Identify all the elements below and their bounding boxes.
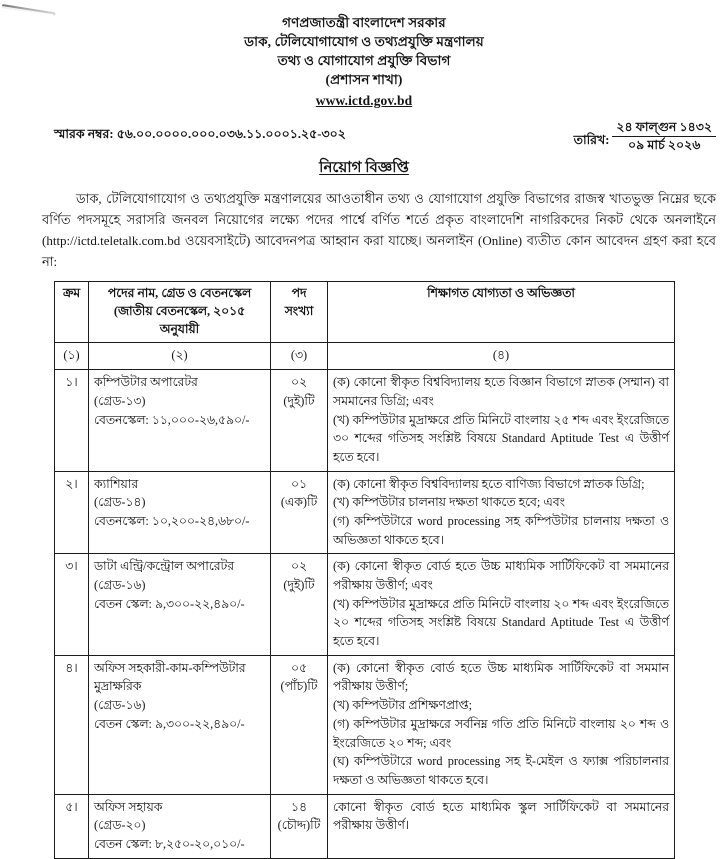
row-count — [271, 655, 328, 794]
vacancy-table — [54, 281, 675, 859]
header-count-line1: পদ — [291, 285, 307, 300]
row-post — [89, 554, 271, 655]
row-post — [89, 655, 271, 794]
row-count — [271, 794, 328, 858]
qualification-item: (ঘ) কম্পিউটারে word processing সহ ই-মেইল ও ফ্যাক্স পরিচালনার দক্ষতা ও অভিজ্ঞতা থাকতে হবে। — [333, 754, 669, 787]
post-salary: বেতন স্কেল: ৮,২৫০-২০,০১০/- — [94, 836, 245, 851]
row-qualifications — [328, 471, 675, 554]
colnum-4: (৪) — [328, 343, 675, 370]
count-word: (দুই)টি — [283, 393, 315, 408]
vacancy-table-body — [55, 370, 675, 859]
header-post-line1: পদের নাম, গ্রেড ও বেতনস্কেল — [107, 285, 252, 300]
memo-number: স্মারক নম্বর: ৫৬.০০.০০০০.০০০.০৩৬.১১.০০০১.২৫-৩০২ — [54, 126, 346, 141]
post-grade: (গ্রেড-১৬) — [94, 578, 146, 593]
row-qualifications — [328, 370, 675, 471]
post-grade: (গ্রেড-২০) — [94, 818, 146, 833]
qualification-item: (গ) কম্পিউটারে word processing সহ কম্পিউটার চালনায় দক্ষতা ও অভিজ্ঞতা থাকতে হবে। — [333, 513, 669, 547]
row-qualifications — [328, 794, 675, 858]
table-row — [55, 554, 675, 655]
intro-paragraph: ডাক, টেলিযোগাযোগ ও তথ্যপ্রযুক্তি মন্ত্রণালয়ের আওতাধীন তথ্য ও যোগাযোগ প্রযুক্তি বিভাগের রাজস্ব খাতভুক্ত নিম্নের ছকে বর্ণিত পদসমূহে সরাসরি জনবল নিয়োগের লক্ষ্যে পদের পার্শ্বে বর্ণিত শর্তে প্রকৃত বাংলাদেশি নাগরিকদের নিকট থেকে অনলাইনে (http://ictd.teletalk.com.bd ওয়েবসাইটে) আবেদনপত্র আহ্বান করা যাচ্ছে। অনলাইন (Online) ব্যতীত কোন আবেদন গ্রহণ করা হবে না: — [42, 190, 716, 269]
post-grade: (গ্রেড-১৩) — [94, 393, 146, 408]
page-title — [0, 156, 728, 181]
header-post-details — [89, 281, 271, 342]
qualification-item: (গ) কম্পিউটার মুদ্রাক্ষরে সর্বনিম্ন গতি প্রতি মিনিটে বাংলায় ২০ শব্দ ও ইংরেজিতে ২০ শব্দ; এবং — [333, 716, 669, 750]
row-count — [271, 370, 328, 471]
post-name: কম্পিউটার অপারেটর — [94, 375, 198, 390]
header-count-line2: সংখ্যা — [284, 303, 314, 318]
post-salary: বেতন স্কেল: ৯,৩০০-২২,৪৯০/- — [94, 716, 245, 731]
row-qualifications — [328, 554, 675, 655]
table-row — [55, 655, 675, 794]
date-stack — [612, 120, 716, 154]
table-row — [55, 370, 675, 471]
qualification-item: (খ) কম্পিউটার প্রশিক্ষণপ্রাপ্ত; — [333, 698, 473, 713]
row-qualifications — [328, 655, 675, 794]
count-word: (এক)টি — [280, 495, 318, 510]
date-block — [574, 120, 716, 154]
division-name: তথ্য ও যোগাযোগ প্রযুক্তি বিভাগ — [277, 53, 451, 69]
qualification-item: (ক) কোনো স্বীকৃত বিশ্ববিদ্যালয় হতে বিজ্ঞান বিভাগে স্নাতক (সম্মান) বা সমমানের ডিগ্রি; এবং — [333, 375, 669, 408]
row-serial: ৩। — [55, 554, 89, 655]
row-post — [89, 471, 271, 554]
post-name: অফিস সহকারী-কাম-কম্পিউটার মুদ্রাক্ষরিক — [94, 660, 246, 694]
qualification-item: (ক) কোনো স্বীকৃত বিশ্ববিদ্যালয় হতে বাণিজ্য বিভাগে স্নাতক ডিগ্রি; — [333, 476, 645, 491]
qualification-item: (খ) কম্পিউটার মুদ্রাক্ষরে প্রতি মিনিটে বাংলায় ২৫ শব্দ এবং ইংরেজিতে ৩০ শব্দের গতিসহ সংশ্লিষ্ট বিষয়ে Standard Aptitude Test এ উত্তীর্ণ হতে হবে। — [333, 412, 669, 464]
memo-row — [0, 120, 728, 154]
post-grade: (গ্রেড-১৪) — [94, 495, 146, 510]
post-name: ক্যাশিয়ার — [94, 476, 139, 491]
post-salary: বেতন স্কেল: ৯,৩০০-২২,৪৯০/- — [94, 596, 245, 611]
qualification-item: কোনো স্বীকৃত বোর্ড হতে মাধ্যমিক স্কুল সার্টিফিকেট বা সমমানের পরীক্ষায় উত্তীর্ণ। — [333, 799, 669, 833]
post-grade: (গ্রেড-১৬) — [94, 698, 146, 713]
count-number: ০২ — [291, 559, 307, 574]
table-header-row — [55, 281, 675, 342]
row-count — [271, 554, 328, 655]
colnum-3: (৩) — [271, 343, 328, 370]
branch-name: (প্রশাসন শাখা) — [325, 72, 403, 88]
table-row — [55, 471, 675, 554]
count-number: ০১ — [291, 476, 307, 491]
row-post — [89, 794, 271, 858]
colnum-1: (১) — [55, 343, 89, 370]
post-name: অফিস সহায়ক — [94, 799, 163, 814]
letterhead — [0, 0, 728, 110]
qualification-item: (ক) কোনো স্বীকৃত বোর্ড হতে উচ্চ মাধ্যমিক সার্টিফিকেট বা সমমান পরীক্ষায় উত্তীর্ণ; — [333, 660, 669, 694]
header-post-line2: (জাতীয় বেতনস্কেল, ২০১৫ অনুযায়ী — [113, 303, 246, 336]
official-website-link[interactable]: www.ictd.gov.bd — [315, 92, 413, 108]
row-count — [271, 471, 328, 554]
count-number: ০৫ — [291, 660, 307, 675]
header-vacancy-count — [271, 281, 328, 342]
count-word: (দুই)টি — [283, 578, 315, 593]
colnum-2: (২) — [89, 343, 271, 370]
table-row — [55, 794, 675, 858]
qualification-item: (ক) কোনো স্বীকৃত বোর্ড হতে উচ্চ মাধ্যমিক সার্টিফিকেট বা সমমানের পরীক্ষায় উত্তীর্ণ; এবং — [333, 559, 669, 593]
qualification-item: (খ) কম্পিউটার চালনায় দক্ষতা থাকতে হবে; এবং — [333, 495, 565, 510]
date-bangla: ২৪ ফাল্গুন ১৪৩২ — [612, 120, 716, 138]
government-name: গণপ্রজাতন্ত্রী বাংলাদেশ সরকার — [282, 15, 446, 30]
date-english: ০৯ মার্চ ২০২৬ — [628, 138, 701, 153]
post-salary: বেতনস্কেল: ১১,০০০-২৬,৫৯০/- — [94, 412, 250, 427]
count-number: ১৪ — [291, 799, 307, 814]
row-post — [89, 370, 271, 471]
date-label: তারিখ: — [573, 133, 610, 148]
qualification-item: (খ) কম্পিউটার মুদ্রাক্ষরে প্রতি মিনিটে বাংলায় ২০ শব্দ এবং ইংরেজিতে ২০ শব্দের গতিসহ সংশ্লিষ্ট বিষয়ে Standard Aptitude Test এ উত্তীর্ণ হতে হবে। — [333, 596, 669, 649]
row-serial: ২। — [55, 471, 89, 554]
count-word: (পাঁচ)টি — [280, 679, 318, 694]
post-name: ডাটা এন্ট্রি/কন্ট্রোল অপারেটর — [94, 559, 234, 574]
row-serial: ৪। — [55, 655, 89, 794]
row-serial: ১। — [55, 370, 89, 471]
header-serial: ক্রম — [55, 281, 89, 342]
table-column-number-row — [55, 343, 675, 370]
header-qualifications: শিক্ষাগত যোগ্যতা ও অভিজ্ঞতা — [328, 281, 675, 342]
post-salary: বেতনস্কেল: ১০,২০০-২৪,৬৮০/- — [94, 513, 250, 528]
row-serial: ৫। — [55, 794, 89, 858]
count-word: (চৌদ্দ)টি — [277, 818, 321, 833]
count-number: ০২ — [291, 375, 307, 390]
page-title-text: নিয়োগ বিজ্ঞপ্তি — [319, 159, 409, 176]
ministry-name: ডাক, টেলিযোগাযোগ ও তথ্যপ্রযুক্তি মন্ত্রণালয় — [244, 34, 484, 50]
